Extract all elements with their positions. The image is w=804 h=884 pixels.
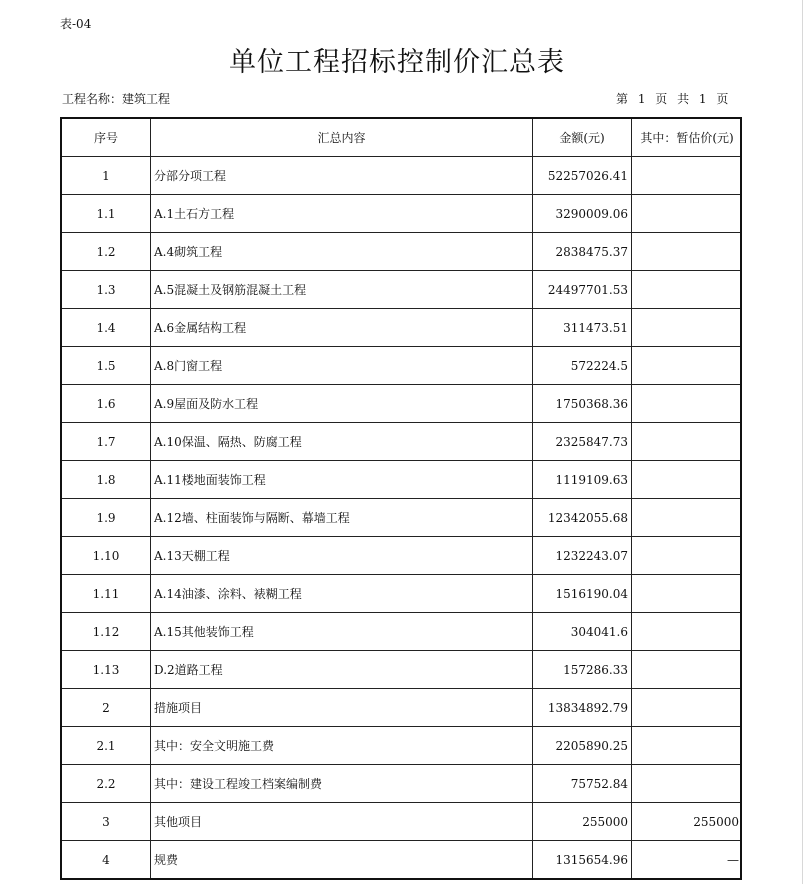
table-row — [61, 689, 741, 727]
row-seq: 1.12 — [61, 613, 151, 651]
row-content: A.10保温、隔热、防腐工程 — [151, 423, 533, 461]
table-row — [61, 651, 741, 689]
page-indicator: 第 1 页 共 1 页 — [616, 92, 729, 106]
table-row — [61, 727, 741, 765]
row-estimate — [632, 271, 742, 309]
row-amount: 255000 — [533, 803, 632, 841]
table-row — [61, 575, 741, 613]
row-seq: 1.4 — [61, 309, 151, 347]
row-content: 其中：安全文明施工费 — [151, 727, 533, 765]
row-content: A.1土石方工程 — [151, 195, 533, 233]
table-row — [61, 271, 741, 309]
row-content: 分部分项工程 — [151, 157, 533, 195]
row-amount: 1119109.63 — [533, 461, 632, 499]
row-estimate — [632, 651, 742, 689]
row-content: A.8门窗工程 — [151, 347, 533, 385]
table-row — [61, 385, 741, 423]
row-seq: 1.13 — [61, 651, 151, 689]
row-seq: 2 — [61, 689, 151, 727]
row-content: A.4砌筑工程 — [151, 233, 533, 271]
table-row — [61, 195, 741, 233]
row-seq: 2.2 — [61, 765, 151, 803]
row-estimate — [632, 157, 742, 195]
table-row — [61, 499, 741, 537]
row-amount: 2325847.73 — [533, 423, 632, 461]
row-amount: 304041.6 — [533, 613, 632, 651]
row-amount: 1315654.96 — [533, 841, 632, 880]
table-row — [61, 461, 741, 499]
row-seq: 1.9 — [61, 499, 151, 537]
row-amount: 1232243.07 — [533, 537, 632, 575]
row-estimate: 255000 — [632, 803, 742, 841]
table-row — [61, 613, 741, 651]
row-estimate — [632, 765, 742, 803]
table-row — [61, 233, 741, 271]
row-estimate — [632, 727, 742, 765]
row-amount: 311473.51 — [533, 309, 632, 347]
table-row — [61, 765, 741, 803]
row-content: A.12墙、柱面装饰与隔断、幕墙工程 — [151, 499, 533, 537]
header-amount: 金额(元) — [533, 118, 632, 157]
row-amount: 1750368.36 — [533, 385, 632, 423]
project-label: 工程名称： — [62, 92, 123, 106]
header-estimate: 其中：暂估价(元) — [632, 118, 742, 157]
row-amount: 1516190.04 — [533, 575, 632, 613]
project-name: 建筑工程 — [122, 92, 171, 106]
header-content: 汇总内容 — [151, 118, 533, 157]
summary-table — [60, 117, 742, 880]
row-content: A.15其他装饰工程 — [151, 613, 533, 651]
header-seq: 序号 — [61, 118, 151, 157]
row-content: A.14油漆、涂料、裱糊工程 — [151, 575, 533, 613]
row-content: 规费 — [151, 841, 533, 880]
row-estimate — [632, 613, 742, 651]
row-seq: 1.1 — [61, 195, 151, 233]
row-estimate — [632, 689, 742, 727]
row-amount: 2205890.25 — [533, 727, 632, 765]
table-row — [61, 423, 741, 461]
row-estimate — [632, 195, 742, 233]
row-amount: 157286.33 — [533, 651, 632, 689]
row-seq: 1.10 — [61, 537, 151, 575]
row-seq: 2.1 — [61, 727, 151, 765]
table-row — [61, 309, 741, 347]
row-content: 措施项目 — [151, 689, 533, 727]
row-content: A.13天棚工程 — [151, 537, 533, 575]
row-amount: 52257026.41 — [533, 157, 632, 195]
row-estimate — [632, 309, 742, 347]
row-estimate — [632, 347, 742, 385]
row-estimate — [632, 385, 742, 423]
table-header-row — [61, 118, 741, 157]
row-content: 其中：建设工程竣工档案编制费 — [151, 765, 533, 803]
table-row — [61, 157, 741, 195]
row-estimate — [632, 233, 742, 271]
row-seq: 1.7 — [61, 423, 151, 461]
row-seq: 1.5 — [61, 347, 151, 385]
row-amount: 572224.5 — [533, 347, 632, 385]
project-name-line — [62, 90, 170, 107]
row-estimate: — — [632, 841, 742, 880]
row-content: A.6金属结构工程 — [151, 309, 533, 347]
row-seq: 1 — [61, 157, 151, 195]
row-estimate — [632, 537, 742, 575]
row-amount: 24497701.53 — [533, 271, 632, 309]
row-seq: 1.6 — [61, 385, 151, 423]
row-seq: 1.8 — [61, 461, 151, 499]
table-row — [61, 803, 741, 841]
row-amount: 75752.84 — [533, 765, 632, 803]
row-content: A.11楼地面装饰工程 — [151, 461, 533, 499]
row-amount: 13834892.79 — [533, 689, 632, 727]
table-row — [61, 347, 741, 385]
row-seq: 3 — [61, 803, 151, 841]
row-amount: 3290009.06 — [533, 195, 632, 233]
page-title: 单位工程招标控制价汇总表 — [229, 47, 565, 78]
row-estimate — [632, 461, 742, 499]
row-content: A.5混凝土及钢筋混凝土工程 — [151, 271, 533, 309]
row-content: 其他项目 — [151, 803, 533, 841]
row-seq: 4 — [61, 841, 151, 880]
row-seq: 1.3 — [61, 271, 151, 309]
row-seq: 1.11 — [61, 575, 151, 613]
table-row — [61, 841, 741, 880]
row-seq: 1.2 — [61, 233, 151, 271]
row-estimate — [632, 499, 742, 537]
row-content: D.2道路工程 — [151, 651, 533, 689]
table-row — [61, 537, 741, 575]
row-estimate — [632, 575, 742, 613]
row-amount: 2838475.37 — [533, 233, 632, 271]
row-estimate — [632, 423, 742, 461]
form-code: 表-04 — [60, 17, 92, 31]
row-content: A.9屋面及防水工程 — [151, 385, 533, 423]
row-amount: 12342055.68 — [533, 499, 632, 537]
